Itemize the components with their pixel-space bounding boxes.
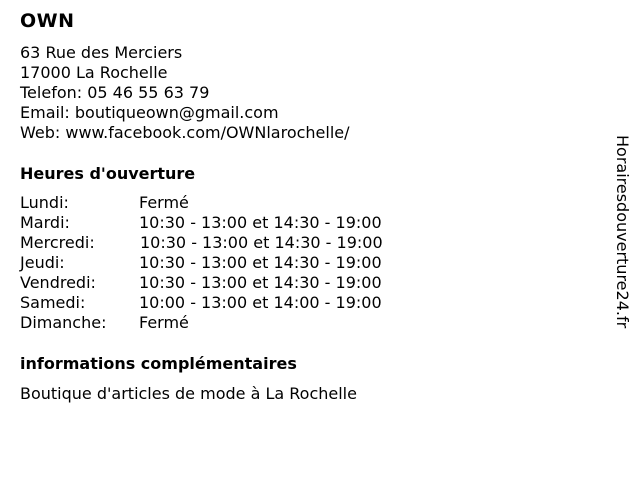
day-hours: Fermé — [139, 313, 189, 332]
day-hours: Fermé — [139, 193, 189, 212]
email-address: Email: boutiqueown@gmail.com — [20, 103, 279, 122]
day-label: Vendredi: — [20, 273, 96, 292]
phone-number: Telefon: 05 46 55 63 79 — [20, 83, 210, 102]
website-url: Web: www.facebook.com/OWNlarochelle/ — [20, 123, 350, 142]
day-label: Mercredi: — [20, 233, 95, 252]
day-hours: 10:30 - 13:00 et 14:30 - 19:00 — [139, 253, 382, 272]
day-label: Lundi: — [20, 193, 69, 212]
day-hours: 10:00 - 13:00 et 14:00 - 19:00 — [139, 293, 382, 312]
day-hours: 10:30 - 13:00 et 14:30 - 19:00 — [140, 233, 383, 252]
day-label: Dimanche: — [20, 313, 107, 332]
day-label: Samedi: — [20, 293, 86, 312]
city-address: 17000 La Rochelle — [20, 63, 168, 82]
day-hours: 10:30 - 13:00 et 14:30 - 19:00 — [139, 213, 382, 232]
site-watermark: Horairesdouverture24.fr — [613, 135, 632, 329]
additional-info-title: informations complémentaires — [20, 354, 297, 373]
additional-info-text: Boutique d'articles de mode à La Rochelle — [20, 384, 357, 403]
street-address: 63 Rue des Merciers — [20, 43, 183, 62]
day-label: Mardi: — [20, 213, 70, 232]
shop-name: OWN — [20, 10, 75, 32]
day-hours: 10:30 - 13:00 et 14:30 - 19:00 — [139, 273, 382, 292]
contact-block — [20, 43, 350, 143]
opening-hours-title: Heures d'ouverture — [20, 164, 196, 183]
day-label: Jeudi: — [20, 253, 65, 272]
